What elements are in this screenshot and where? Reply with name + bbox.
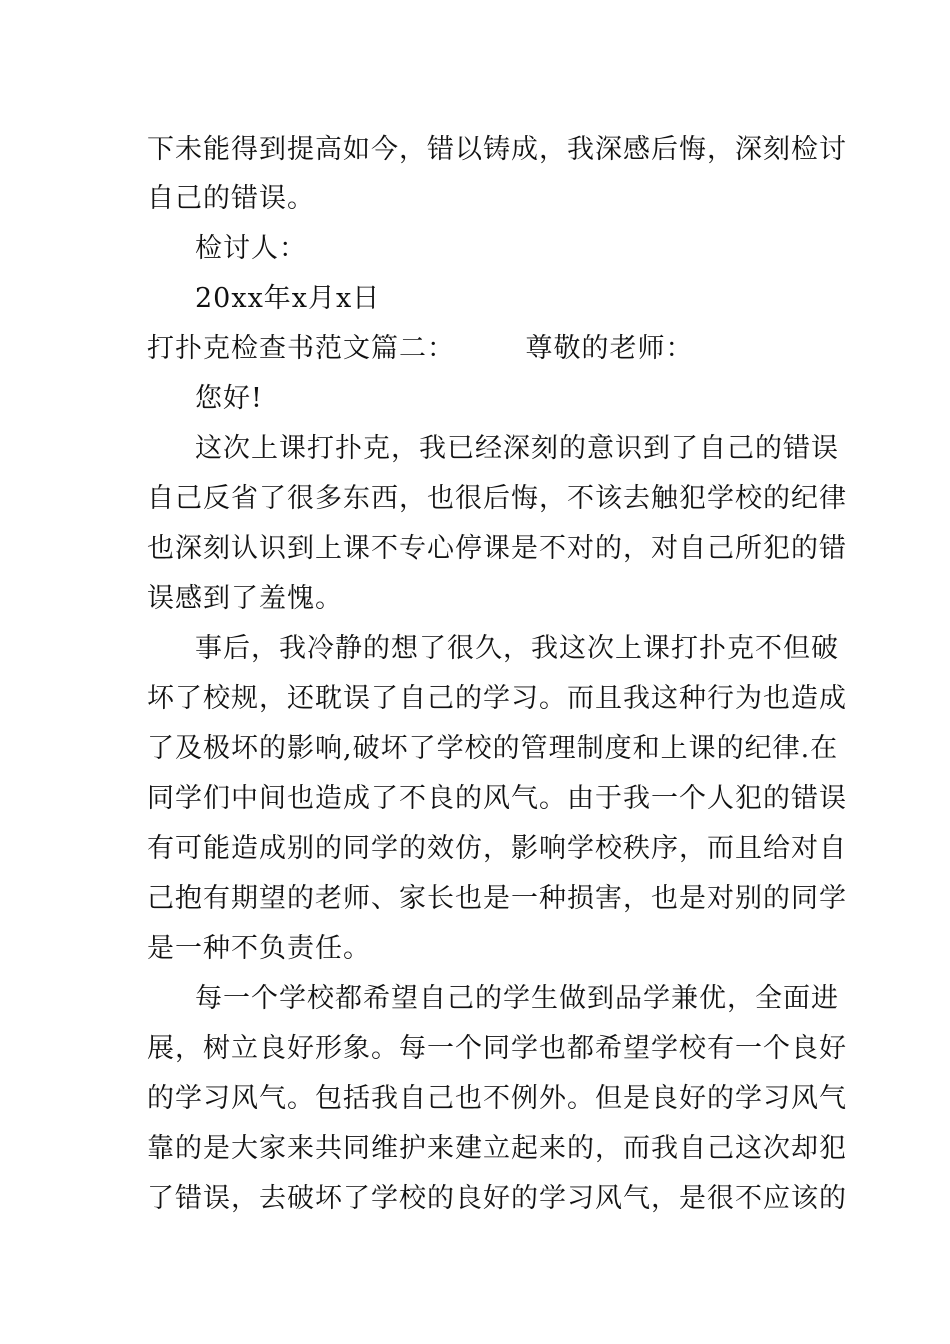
text-line: 了错误，去破坏了学校的良好的学习风气，是很不应该的 [147,1183,847,1214]
text-line: 每一个学校都希望自己的学生做到品学兼优，全面进 [195,983,839,1014]
greeting: 您好! [195,383,263,414]
text-line: 的学习风气。包括我自己也不例外。但是良好的学习风气 [147,1083,847,1114]
signature-label: 检讨人： [195,233,307,264]
date-line: 20xx年x月x日 [195,283,381,314]
text-line: 同学们中间也造成了不良的风气。由于我一个人犯的错误 [147,783,847,814]
text-line: 自己的错误。 [147,183,315,214]
text-line: 事后，我冷静的想了很久，我这次上课打扑克不但破 [195,633,839,664]
section-heading: 打扑克检查书范文篇二： 尊敬的老师： [147,333,694,364]
text-line: 自己反省了很多东西，也很后悔，不该去触犯学校的纪律 [147,483,847,514]
text-line: 己抱有期望的老师、家长也是一种损害，也是对别的同学 [147,883,847,914]
text-line: 展，树立良好形象。每一个同学也都希望学校有一个良好 [147,1033,847,1064]
text-line: 靠的是大家来共同维护来建立起来的，而我自己这次却犯 [147,1133,847,1164]
text-line: 有可能造成别的同学的效仿，影响学校秩序，而且给对自 [147,833,847,864]
text-line: 这次上课打扑克，我已经深刻的意识到了自己的错误 [195,433,839,464]
text-line: 误感到了羞愧。 [147,583,343,614]
text-line: 了及极坏的影响,破坏了学校的管理制度和上课的纪律.在 [147,733,839,764]
text-line: 下未能得到提高如今，错以铸成，我深感后悔，深刻检讨 [147,134,847,165]
text-line: 也深刻认识到上课不专心停课是不对的，对自己所犯的错 [147,533,847,564]
text-line: 是一种不负责任。 [147,933,371,964]
text-line: 坏了校规，还耽误了自己的学习。而且我这种行为也造成 [147,683,847,714]
